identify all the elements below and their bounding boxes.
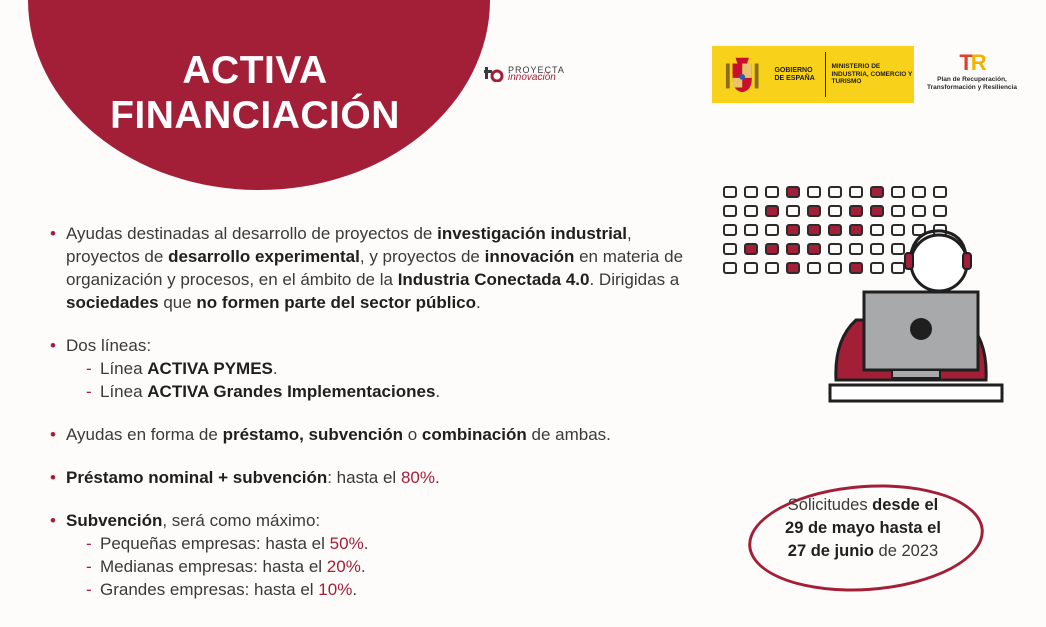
sub-item xyxy=(66,532,710,555)
sub-item xyxy=(66,380,710,403)
grid-cell xyxy=(933,205,947,217)
headset-right-cup xyxy=(963,253,971,269)
text: , proyectos de xyxy=(66,224,632,266)
text: en materia de organización y procesos, en el ámbito de la xyxy=(66,247,684,289)
text: , y proyectos de xyxy=(359,247,485,266)
grid-cell xyxy=(807,205,821,217)
grid-cell xyxy=(723,205,737,217)
grid-cell xyxy=(765,205,779,217)
grid-cell xyxy=(723,186,737,198)
grid-cell xyxy=(891,186,905,198)
text-bold: desarrollo experimental xyxy=(168,247,360,266)
grid-cell xyxy=(765,243,779,255)
text-bold: ACTIVA Grandes Implementaciones xyxy=(147,382,436,401)
monitor-stand xyxy=(892,370,940,378)
desk-shape xyxy=(830,385,1002,401)
grid-cell xyxy=(786,224,800,236)
badge-text: Solicitudes xyxy=(787,496,873,514)
prtr-caption-2: Transformación y Resiliencia xyxy=(927,84,1017,91)
grid-cell xyxy=(744,186,758,198)
head-shape xyxy=(911,235,967,291)
text: . xyxy=(272,359,278,378)
text-bold: préstamo, subvención xyxy=(222,425,403,444)
list-item xyxy=(50,509,710,601)
headset-left-cup xyxy=(905,253,913,269)
bullet: • xyxy=(50,468,56,487)
grid-cell xyxy=(744,243,758,255)
prtr-logo xyxy=(922,50,1022,92)
grid-cell xyxy=(723,224,737,236)
grid-cell xyxy=(786,205,800,217)
grid-cell xyxy=(912,205,926,217)
dash: - xyxy=(86,382,92,401)
dash: - xyxy=(86,359,92,378)
grid-cell xyxy=(786,186,800,198)
list-item xyxy=(50,222,710,314)
list-item xyxy=(50,466,710,489)
ministerio-label: MINISTERIO DE INDUSTRIA, COMERCIO Y TURISMO xyxy=(831,63,913,86)
innovacion-label: innovación xyxy=(508,72,556,83)
text-bold: Préstamo nominal + subvención xyxy=(66,468,328,487)
info-list xyxy=(50,222,710,621)
percent-value: 50% xyxy=(329,534,364,553)
text: Ayudas destinadas al desarrollo de proyectos de xyxy=(66,224,438,243)
percent-value: 20% xyxy=(326,557,361,576)
grid-cell xyxy=(933,186,947,198)
grid-cell xyxy=(807,186,821,198)
monitor-logo xyxy=(910,318,932,340)
logo-divider xyxy=(825,52,826,97)
title-line-2: FINANCIACIÓN xyxy=(110,94,400,137)
grid-cell xyxy=(912,186,926,198)
badge-text-bold: 27 de junio xyxy=(787,542,874,560)
grid-cell xyxy=(744,205,758,217)
grid-cell xyxy=(786,243,800,255)
grid-cell xyxy=(849,186,863,198)
text: . xyxy=(360,557,366,576)
section-tag: AYUDAS NACIONALES xyxy=(160,8,350,27)
dash: - xyxy=(86,534,92,553)
grid-cell xyxy=(849,205,863,217)
sub-item xyxy=(66,555,710,578)
grid-cell xyxy=(765,262,779,274)
grid-cell xyxy=(807,243,821,255)
dash: - xyxy=(86,580,92,599)
proyecta-label: PROYECTA xyxy=(508,65,565,75)
percent-value: 80% xyxy=(400,468,435,487)
text: Medianas empresas: hasta el xyxy=(100,557,327,576)
bullet: • xyxy=(50,425,56,444)
badge-text-bold: desde el xyxy=(872,496,939,514)
text: de ambas. xyxy=(526,425,611,444)
badge-text: de 2023 xyxy=(873,542,939,560)
proyecta-innovacion-logo xyxy=(484,66,565,82)
gobierno-logo xyxy=(712,46,914,103)
grid-cell xyxy=(870,205,884,217)
grid-cell xyxy=(765,224,779,236)
text: Dos líneas: xyxy=(66,336,152,355)
text: . xyxy=(476,293,481,312)
text: Línea xyxy=(100,382,148,401)
gobierno-label: GOBIERNO DE ESPAÑA xyxy=(774,66,815,82)
grid-cell xyxy=(723,243,737,255)
text: Grandes empresas: hasta el xyxy=(100,580,319,599)
grid-cell xyxy=(828,205,842,217)
percent-value: 10% xyxy=(318,580,353,599)
prtr-caption-1: Plan de Recuperación, xyxy=(937,76,1007,83)
text: . xyxy=(434,468,440,487)
grid-cell xyxy=(891,205,905,217)
text: . xyxy=(363,534,369,553)
page-title xyxy=(80,48,430,138)
sub-item xyxy=(66,578,710,601)
grid-cell xyxy=(744,224,758,236)
text-bold: innovación xyxy=(484,247,575,266)
badge-text-bold: 29 de mayo hasta el xyxy=(785,519,941,537)
text: : hasta el xyxy=(327,468,401,487)
dash: - xyxy=(86,557,92,576)
title-line-1: ACTIVA xyxy=(182,49,328,92)
text: o xyxy=(403,425,422,444)
list-item xyxy=(50,423,710,446)
text-bold: Subvención xyxy=(66,511,163,530)
grid-cell xyxy=(870,186,884,198)
bullet: • xyxy=(50,336,56,355)
text: Línea xyxy=(100,359,148,378)
text: . xyxy=(435,382,441,401)
text: Ayudas en forma de xyxy=(66,425,223,444)
list-item xyxy=(50,334,710,403)
grid-cell xyxy=(828,186,842,198)
proyecta-icon xyxy=(484,66,504,82)
text-bold: ACTIVA PYMES xyxy=(147,359,273,378)
person-at-computer-illustration xyxy=(826,225,1006,405)
text-bold: investigación industrial xyxy=(437,224,627,243)
grid-cell xyxy=(723,262,737,274)
text: . Dirigidas a xyxy=(589,270,680,289)
grid-cell xyxy=(807,262,821,274)
grid-cell xyxy=(744,262,758,274)
grid-cell xyxy=(765,186,779,198)
grid-cell xyxy=(786,262,800,274)
text-bold: combinación xyxy=(421,425,527,444)
text: Pequeñas empresas: hasta el xyxy=(100,534,330,553)
sub-item xyxy=(66,357,710,380)
text: que xyxy=(158,293,197,312)
coat-of-arms-icon xyxy=(724,55,760,95)
text: , será como máximo: xyxy=(162,511,321,530)
text-bold: sociedades xyxy=(66,293,159,312)
dates-badge xyxy=(755,494,971,563)
text-bold: Industria Conectada 4.0 xyxy=(397,270,590,289)
prtr-icon: TR xyxy=(959,50,985,75)
grid-cell xyxy=(807,224,821,236)
text: . xyxy=(352,580,358,599)
bullet: • xyxy=(50,224,56,243)
bullet: • xyxy=(50,511,56,530)
text-bold: no formen parte del sector público xyxy=(196,293,477,312)
